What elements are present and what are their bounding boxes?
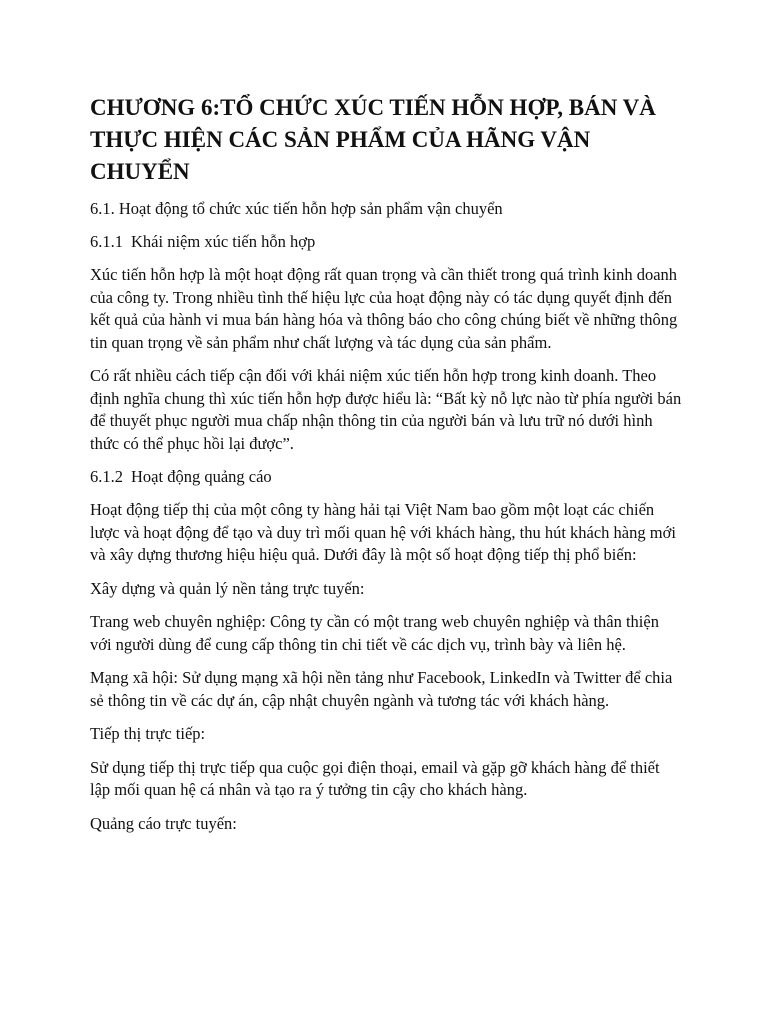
- paragraph: Hoạt động tiếp thị của một công ty hàng hải tại Việt Nam bao gồm một loạt các chiến lược và hoạt động để tạo và duy trì mối quan hệ với khách hàng, thu hút khách hàng mới và xây dựng thương hiệu hiệu quả. Dưới đây là một số hoạt động tiếp thị phổ biến:: [90, 500, 676, 564]
- section-number: 6.1.2: [90, 467, 123, 486]
- paragraph: Mạng xã hội: Sử dụng mạng xã hội nền tảng như Facebook, LinkedIn và Twitter để chia sẻ thông tin về các dự án, cập nhật chuyên ngành và tương tác với khách hàng.: [90, 668, 673, 710]
- paragraph: Có rất nhiều cách tiếp cận đối với khái niệm xúc tiến hỗn hợp trong kinh doanh. Theo định nghĩa chung thì xúc tiến hỗn hợp được hiểu là: “Bất kỳ nỗ lực nào từ phía người bán để thuyết phục người mua chấp nhận thông tin của người bán và lưu trữ nó dưới hình thức có thể phục hồi lại được”.: [90, 366, 682, 453]
- chapter-title: CHƯƠNG 6:TỔ CHỨC XÚC TIẾN HỖN HỢP, BÁN VÀ THỰC HIỆN CÁC SẢN PHẨM CỦA HÃNG VẬN CHUYỂN: [90, 95, 656, 184]
- section-title: Hoạt động quảng cáo: [131, 467, 272, 486]
- paragraph: Tiếp thị trực tiếp:: [90, 724, 206, 743]
- paragraph: Xây dựng và quản lý nền tảng trực tuyến:: [90, 578, 365, 598]
- section-heading-6-1-1: [90, 231, 682, 253]
- paragraph: Trang web chuyên nghiệp: Công ty cần có một trang web chuyên nghiệp và thân thiện với người dùng để cung cấp thông tin chi tiết về các dịch vụ, trình bày và liên hệ.: [90, 612, 659, 654]
- section-heading-6-1-2: [90, 466, 682, 488]
- section-heading-6-1: 6.1. Hoạt động tổ chức xúc tiến hỗn hợp sản phẩm vận chuyển: [90, 199, 503, 218]
- section-title: Khái niệm xúc tiến hỗn hợp: [131, 232, 316, 251]
- paragraph: Sử dụng tiếp thị trực tiếp qua cuộc gọi điện thoại, email và gặp gỡ khách hàng để thiết lập mối quan hệ cá nhân và tạo ra ý tưởng tin cậy cho khách hàng.: [90, 757, 660, 799]
- section-number: 6.1.1: [90, 232, 123, 251]
- paragraph: Quảng cáo trực tuyến:: [90, 813, 237, 833]
- paragraph: Xúc tiến hỗn hợp là một hoạt động rất quan trọng và cần thiết trong quá trình kinh doanh của công ty. Trong nhiều tình thế hiệu lực của hoạt động này có tác dụng quyết định đến kết quả của hành vi mua bán hàng hóa và thông báo cho công chúng biết về những thông tin quan trọng về sản phẩm như chất lượng và tác dụng của sản phẩm.: [90, 265, 678, 352]
